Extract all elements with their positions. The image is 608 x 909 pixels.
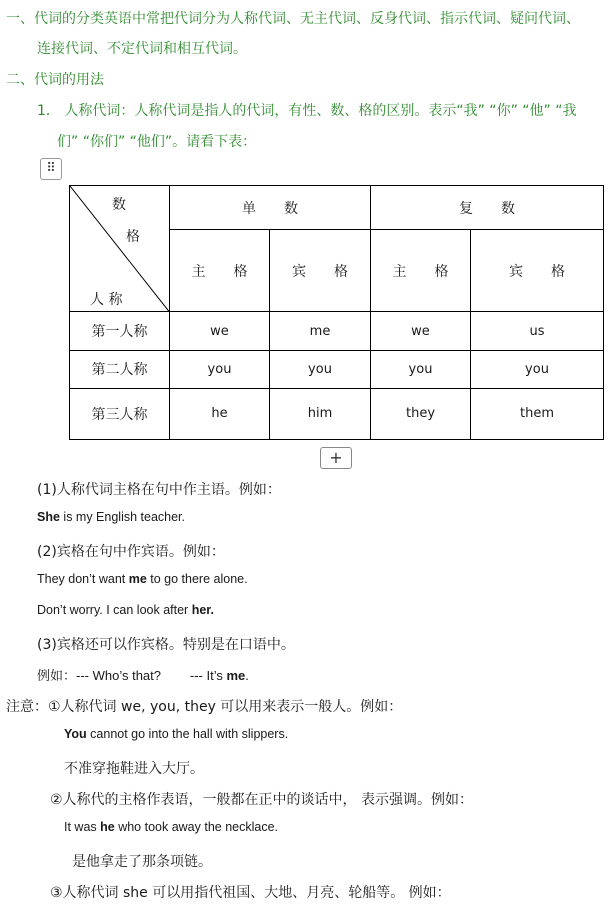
add-row-button[interactable] (320, 447, 352, 469)
table-corner-cell (70, 186, 170, 312)
example-1: She is my English teacher. (37, 510, 185, 524)
corner-label-case: 格 (126, 229, 140, 245)
row-person: 第二人称 (70, 350, 170, 388)
attention-note-3: ③人称代词 she 可以用指代祖国、大地、月亮、轮船等。 例如： (50, 885, 451, 901)
example-5: You cannot go into the hall with slippers. (64, 727, 289, 741)
heading-usage: 二、代词的用法 (6, 72, 104, 88)
cell-plural-subject: they (371, 388, 471, 439)
pronoun-table (69, 185, 604, 440)
item1-line2: 们” “你们” “他们”。请看下表： (57, 134, 257, 150)
table-row (70, 388, 604, 439)
header-singular-object: 宾 格 (270, 230, 371, 312)
header-plural-object: 宾 格 (471, 230, 604, 312)
item1-line1: 1． 人称代词：人称代词是指人的代词，有性、数、格的区别。表示“我” “你” “他” “我 (37, 103, 577, 119)
note-2: (2)宾格在句中作宾语。例如： (37, 544, 225, 560)
cell-singular-subject: he (170, 388, 270, 439)
cell-plural-object: you (471, 350, 604, 388)
cell-singular-subject: you (170, 350, 270, 388)
example-6: It was he who took away the necklace. (64, 820, 279, 834)
example-2: They don’t want me to go there alone. (37, 572, 248, 586)
table-row (70, 312, 604, 350)
header-plural: 复 数 (371, 186, 604, 230)
example-6-translation: 是他拿走了那条项链。 (72, 854, 212, 870)
corner-label-number: 数 (112, 197, 126, 213)
note-3: (3)宾格还可以作宾格。特别是在口语中。 (37, 637, 295, 653)
cell-singular-object: him (270, 388, 371, 439)
row-person: 第一人称 (70, 312, 170, 350)
cell-singular-object: you (270, 350, 371, 388)
header-singular: 单 数 (170, 186, 371, 230)
heading-classification-line1: 一、代词的分类英语中常把代词分为人称代词、无主代词、反身代词、指示代词、疑问代词、 (6, 11, 580, 27)
attention-note-2: ②人称代的主格作表语，一般都在正中的谈话中， 表示强调。例如： (50, 792, 473, 808)
note-1: (1)人称代词主格在句中作主语。例如： (37, 482, 281, 498)
heading-classification-line2: 连接代词、不定代词和相互代词。 (37, 41, 247, 57)
row-person: 第三人称 (70, 388, 170, 439)
plus-icon: + (329, 448, 343, 467)
table-row (70, 350, 604, 388)
example-4: 例如：--- Who’s that? --- It’s me. (37, 668, 249, 683)
table-drag-handle-icon[interactable]: ⠿ (40, 158, 62, 180)
cell-plural-object: us (471, 312, 604, 350)
cell-plural-object: them (471, 388, 604, 439)
cell-plural-subject: we (371, 312, 471, 350)
cell-plural-subject: you (371, 350, 471, 388)
corner-label-person: 人 称 (90, 292, 123, 308)
cell-singular-subject: we (170, 312, 270, 350)
header-singular-subject: 主 格 (170, 230, 270, 312)
example-3: Don’t worry. I can look after her. (37, 603, 214, 617)
header-plural-subject: 主 格 (371, 230, 471, 312)
attention-note-1: 注意：①人称代词 we, you, they 可以用来表示一般人。例如： (6, 699, 403, 715)
example-5-translation: 不准穿拖鞋进入大厅。 (64, 761, 204, 777)
cell-singular-object: me (270, 312, 371, 350)
